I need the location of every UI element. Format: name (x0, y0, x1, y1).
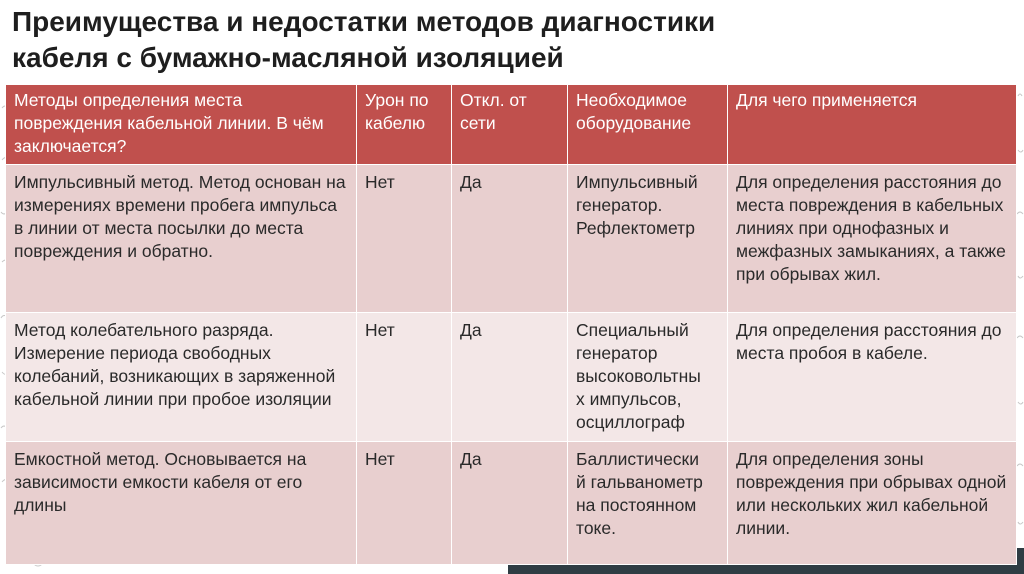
methods-table (5, 84, 1017, 565)
cell-equipment: Специальный генератор высоковольтны х импульсов, осциллограф (568, 313, 728, 442)
note-scribble (1018, 150, 1023, 152)
table-row (6, 442, 1017, 565)
header-damage: Урон по кабелю (357, 85, 452, 165)
cell-equipment: Баллистически й гальванометр на постоянном токе. (568, 442, 728, 565)
note-scribble (1017, 336, 1023, 338)
cell-purpose: Для определения расстояния до места повреждения в кабельных линиях при однофазных и межфазных замыканиях, а также при обрывах жил. (728, 165, 1017, 313)
cell-damage: Нет (357, 442, 452, 565)
note-scribble (1018, 402, 1023, 404)
header-purpose: Для чего применяется (728, 85, 1017, 165)
cell-purpose: Для определения расстояния до места пробоя в кабеле. (728, 313, 1017, 442)
table-row (6, 165, 1017, 313)
cell-disconnect: Да (452, 313, 568, 442)
header-equipment: Необходимое оборудование (568, 85, 728, 165)
note-scribble (1017, 212, 1023, 214)
cell-method: Емкостной метод. Основывается на зависимости емкости кабеля от его длины (6, 442, 357, 565)
cell-disconnect: Да (452, 442, 568, 565)
cell-purpose: Для определения зоны повреждения при обрывах одной или нескольких жил кабельной линии. (728, 442, 1017, 565)
table-row (6, 313, 1017, 442)
note-scribble (1017, 464, 1023, 466)
table-header-row (6, 85, 1017, 165)
header-methods: Методы определения места повреждения кабельной линии. В чём заключается? (6, 85, 357, 165)
cell-method: Импульсивный метод. Метод основан на измерениях времени пробега импульса в линии от места посылки до места повреждения и обратно. (6, 165, 357, 313)
note-scribble (1018, 94, 1022, 96)
note-scribble (1018, 522, 1023, 524)
cell-disconnect: Да (452, 165, 568, 313)
cell-damage: Нет (357, 165, 452, 313)
slide-title: Преимущества и недостатки методов диагностики кабеля с бумажно-масляной изоляцией (12, 6, 716, 73)
cell-method: Метод колебательного разряда. Измерение периода свободных колебаний, возникающих в заряженной кабельной линии при пробое изоляции (6, 313, 357, 442)
note-scribble (1018, 276, 1023, 278)
cell-equipment: Импульсивный генератор. Рефлектометр (568, 165, 728, 313)
cell-damage: Нет (357, 313, 452, 442)
header-disconnect: Откл. от сети (452, 85, 568, 165)
